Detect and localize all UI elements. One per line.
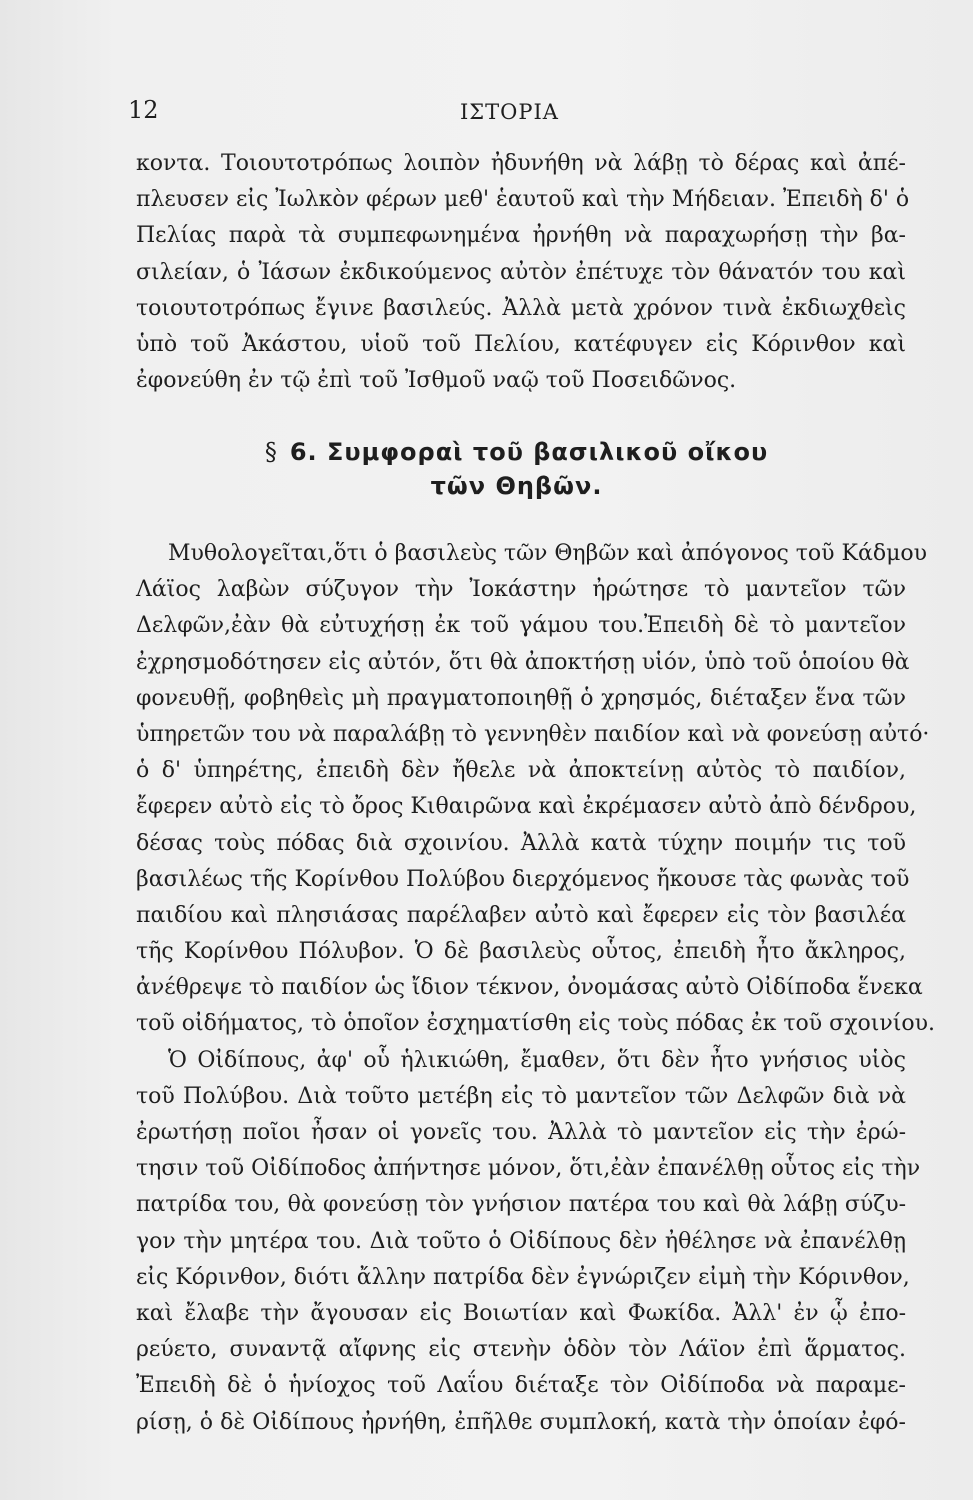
text-line: φονευθῇ, φοβηθεὶς μὴ πραγματοποιηθῇ ὁ χρησμός, διέταξεν ἕνα τῶν: [136, 685, 906, 711]
text-line: Μυθολογεῖται,ὅτι ὁ βασιλεὺς τῶν Θηβῶν καὶ ἀπόγονος τοῦ Κάδμου: [168, 541, 927, 566]
text-line: δέσας τοὺς πόδας διὰ σχοινίου. Ἀλλὰ κατὰ τύχην ποιμήν τις τοῦ: [136, 830, 906, 856]
text-line: Λάϊος λαβὼν σύζυγον τὴν Ἰοκάστην ἠρώτησε τὸ μαντεῖον τῶν: [136, 577, 906, 603]
text-line: ὑπηρετῶν του νὰ παραλάβῃ τὸ γεννηθὲν παιδίον καὶ νὰ φονεύσῃ αὐτό·: [136, 721, 930, 747]
text-line: Ἐπειδὴ δὲ ὁ ἡνίοχος τοῦ Λαΐου διέταξε τὸν Οἰδίποδα νὰ παραμε-: [136, 1373, 906, 1399]
section-symbol: §: [264, 438, 278, 466]
text-line: τοιουτοτρόπως ἔγινε βασιλεύς. Ἀλλὰ μετὰ χρόνον τινὰ ἐκδιωχθεὶς: [136, 295, 906, 321]
text-line: γον τὴν μητέρα του. Διὰ τοῦτο ὁ Οἰδίπους δὲν ἠθέλησε νὰ ἐπανέλθῃ: [136, 1228, 906, 1254]
paragraph-2-and-3: [136, 536, 936, 1441]
section-title-line-1: 6. Συμφοραὶ τοῦ βασιλικοῦ οἴκου: [289, 438, 769, 466]
text-line: ὑπὸ τοῦ Ἀκάστου, υἱοῦ τοῦ Πελίου, κατέφυγεν εἰς Κόρινθον καὶ: [136, 331, 906, 357]
text-line: ἔφερεν αὐτὸ εἰς τὸ ὄρος Κιθαιρῶνα καὶ ἐκρέμασεν αὐτὸ ἀπὸ δένδρου,: [136, 794, 917, 820]
text-line: εἰς Κόρινθον, διότι ἄλλην πατρίδα δὲν ἐγνώριζεν εἰμὴ τὴν Κόρινθον,: [136, 1264, 910, 1290]
text-line: Δελφῶν,ἐὰν θὰ εὐτυχήσῃ ἐκ τοῦ γάμου του.Ἐπειδὴ δὲ τὸ μαντεῖον: [136, 613, 906, 639]
text-line: ἐρωτήσῃ ποῖοι ἦσαν οἱ γονεῖς του. Ἀλλὰ τὸ μαντεῖον εἰς τὴν ἐρώ-: [136, 1120, 906, 1145]
text-line: πατρίδα του, θὰ φονεύσῃ τὸν γνήσιον πατέρα του καὶ θὰ λάβῃ σύζυ-: [136, 1192, 906, 1218]
text-line: Ὁ Οἰδίπους, ἀφ' οὗ ἡλικιώθη, ἔμαθεν, ὅτι δὲν ἦτο γνήσιος υἱὸς: [168, 1047, 906, 1073]
text-line: ὁ δ' ὑπηρέτης, ἐπειδὴ δὲν ἤθελε νὰ ἀποκτείνῃ αὐτὸς τὸ παιδίον,: [136, 758, 906, 784]
text-line: τοῦ Πολύβου. Διὰ τοῦτο μετέβη εἰς τὸ μαντεῖον τῶν Δελφῶν διὰ νὰ: [136, 1083, 906, 1109]
page-number: 12: [128, 96, 159, 124]
text-line: πλευσεν εἰς Ἰωλκὸν φέρων μεθ' ἑαυτοῦ καὶ τὴν Μήδειαν. Ἐπειδὴ δ' ὁ: [136, 187, 910, 213]
text-line: ἐφονεύθη ἐν τῷ ἐπὶ τοῦ Ἰσθμοῦ ναῷ τοῦ Ποσειδῶνος.: [136, 368, 737, 394]
text-line: παιδίου καὶ πλησιάσας παρέλαβεν αὐτὸ καὶ ἔφερεν εἰς τὸν βασιλέα: [136, 902, 906, 928]
section-heading: [30, 438, 973, 466]
text-line: σιλείαν, ὁ Ἰάσων ἐκδικούμενος αὐτὸν ἐπέτυχε τὸν θάνατόν του καὶ: [136, 259, 906, 285]
text-line: τησιν τοῦ Οἰδίποδος ἀπήντησε μόνον, ὅτι,ἐὰν ἐπανέλθῃ οὗτος εἰς τὴν: [136, 1156, 921, 1182]
text-line: Πελίας παρὰ τὰ συμπεφωνημένα ἠρνήθη νὰ παραχωρήσῃ τὴν βα-: [136, 223, 906, 249]
text-line: τῆς Κορίνθου Πόλυβον. Ὁ δὲ βασιλεὺς οὗτος, ἐπειδὴ ἦτο ἄκληρος,: [136, 939, 906, 965]
text-line: βασιλέως τῆς Κορίνθου Πολύβου διερχόμενος ἤκουσε τὰς φωνὰς τοῦ: [136, 866, 910, 892]
section-heading-continued: [30, 472, 973, 500]
running-head-title: ΙΣΤΟΡΙΑ: [460, 100, 559, 124]
text-line: κοντα. Τοιουτοτρόπως λοιπὸν ἠδυνήθη νὰ λάβῃ τὸ δέρας καὶ ἀπέ-: [136, 151, 906, 176]
text-line: ἐχρησμοδότησεν εἰς αὐτόν, ὅτι θὰ ἀποκτήσῃ υἱόν, ὑπὸ τοῦ ὁποίου θὰ: [136, 649, 910, 675]
text-line: ρεύετο, συναντᾷ αἴφνης εἰς στενὴν ὁδὸν τὸν Λάϊον ἐπὶ ἅρματος.: [136, 1337, 906, 1363]
paragraph-1: [136, 146, 910, 399]
section-title-line-2: τῶν Θηβῶν.: [430, 472, 603, 500]
text-line: τοῦ οἰδήματος, τὸ ὁποῖον ἐσχηματίσθη εἰς τοὺς πόδας ἐκ τοῦ σχοινίου.: [136, 1011, 936, 1037]
text-line: ρίσῃ, ὁ δὲ Οἰδίπους ἠρνήθη, ἐπῆλθε συμπλοκή, κατὰ τὴν ὁποίαν ἐφό-: [136, 1409, 906, 1435]
text-line: ἀνέθρεψε τὸ παιδίον ὡς ἴδιον τέκνον, ὀνομάσας αὐτὸ Οἰδίποδα ἕνεκα: [136, 975, 923, 1001]
text-line: καὶ ἔλαβε τὴν ἄγουσαν εἰς Βοιωτίαν καὶ Φωκίδα. Ἀλλ' ἐν ᾧ ἐπο-: [136, 1300, 906, 1326]
